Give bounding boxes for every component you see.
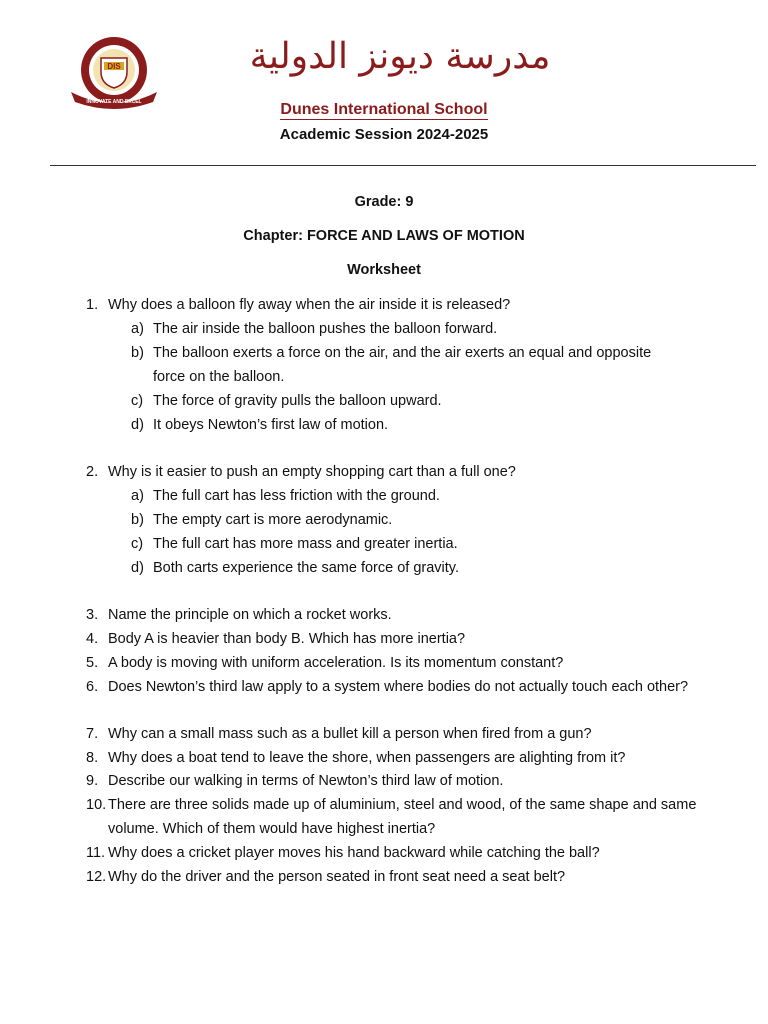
question-number: 2. bbox=[86, 464, 99, 480]
option-text: The force of gravity pulls the balloon upward. bbox=[153, 393, 442, 409]
worksheet-title: Worksheet bbox=[347, 262, 421, 278]
question-text: Describe our walking in terms of Newton’s third law of motion. bbox=[108, 773, 504, 789]
question-text: Why do the driver and the person seated in front seat need a seat belt? bbox=[108, 869, 566, 885]
question-text: Body A is heavier than body B. Which has more inertia? bbox=[108, 631, 466, 647]
arabic-school-name: مدرسة ديونز الدولية bbox=[249, 36, 551, 77]
question-number: 5. bbox=[86, 655, 99, 671]
option-text: The balloon exerts a force on the air, and the air exerts an equal and opposite force on the balloon. bbox=[153, 345, 652, 385]
option-letter: b) bbox=[131, 345, 144, 361]
school-name: Dunes International School bbox=[280, 101, 488, 118]
question-text: Why does a balloon fly away when the air inside it is released? bbox=[108, 297, 511, 313]
option-letter: b) bbox=[131, 512, 144, 528]
header-divider bbox=[50, 165, 756, 166]
option-text: The full cart has less friction with the ground. bbox=[153, 488, 440, 504]
question-number: 7. bbox=[86, 726, 99, 742]
question-number: 1. bbox=[86, 297, 99, 313]
option-text: The air inside the balloon pushes the balloon forward. bbox=[153, 321, 498, 337]
chapter-title: Chapter: FORCE AND LAWS OF MOTION bbox=[243, 228, 525, 244]
question-text: Name the principle on which a rocket works. bbox=[108, 607, 392, 623]
option-letter: c) bbox=[131, 393, 144, 409]
question-number: 10. bbox=[86, 797, 107, 813]
question-number: 3. bbox=[86, 607, 99, 623]
logo-ribbon: INNOVATE AND EXCEL bbox=[86, 99, 142, 105]
option-letter: a) bbox=[131, 321, 144, 337]
question-text: Why is it easier to push an empty shopping cart than a full one? bbox=[108, 464, 516, 480]
question-number: 6. bbox=[86, 679, 99, 695]
option-text: Both carts experience the same force of gravity. bbox=[153, 560, 459, 576]
option-letter: c) bbox=[131, 536, 144, 552]
option-letter: a) bbox=[131, 488, 144, 504]
option-letter: d) bbox=[131, 560, 144, 576]
question-number: 11. bbox=[86, 845, 106, 861]
grade-label: Grade: 9 bbox=[354, 194, 414, 210]
question-number: 8. bbox=[86, 750, 99, 766]
question-text: Does Newton’s third law apply to a system where bodies do not actually touch each other? bbox=[108, 679, 689, 695]
option-text: It obeys Newton’s first law of motion. bbox=[153, 417, 389, 433]
question-number: 12. bbox=[86, 869, 107, 885]
option-text: The full cart has more mass and greater inertia. bbox=[153, 536, 458, 552]
question-number: 4. bbox=[86, 631, 99, 647]
question-text: Why can a small mass such as a bullet kill a person when fired from a gun? bbox=[108, 726, 592, 742]
academic-session: Academic Session 2024-2025 bbox=[279, 126, 489, 143]
logo-text: DIS bbox=[107, 62, 121, 71]
question-text: There are three solids made up of aluminium, steel and wood, of the same shape and same volume. Which of them would have highest inertia? bbox=[108, 797, 697, 837]
option-letter: d) bbox=[131, 417, 144, 433]
question-number: 9. bbox=[86, 773, 99, 789]
question-text: Why does a boat tend to leave the shore, when passengers are alighting from it? bbox=[108, 750, 626, 766]
question-text: Why does a cricket player moves his hand backward while catching the ball? bbox=[108, 845, 600, 861]
question-text: A body is moving with uniform acceleration. Is its momentum constant? bbox=[108, 655, 564, 671]
option-text: The empty cart is more aerodynamic. bbox=[153, 512, 393, 528]
